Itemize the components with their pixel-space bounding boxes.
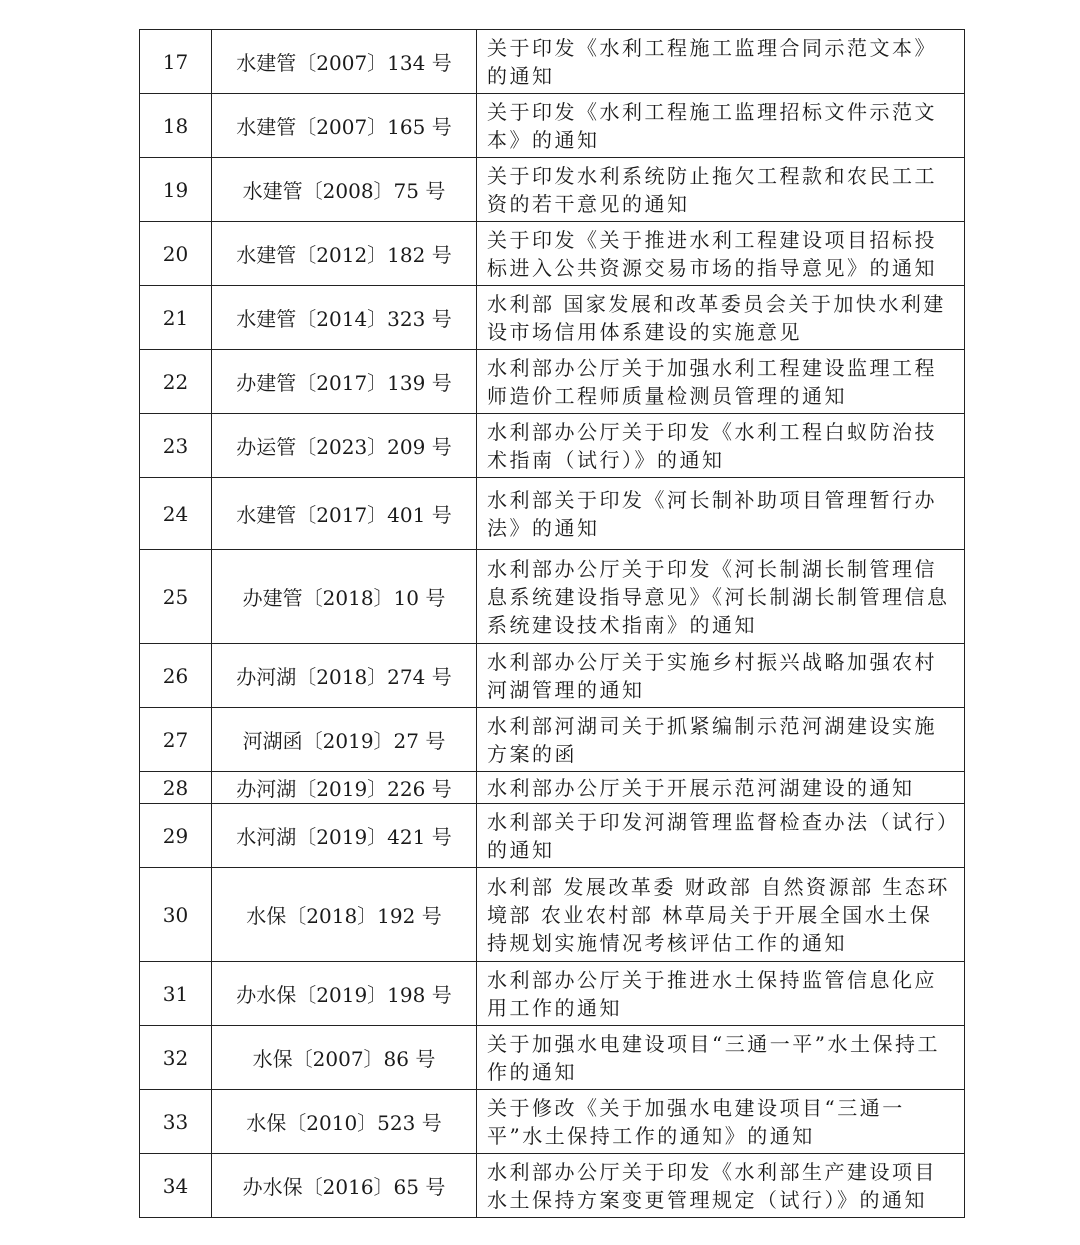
document-title: 关于修改《关于加强水电建设项目“三通一平”水土保持工作的通知》的通知 (477, 1090, 965, 1154)
row-number: 28 (140, 772, 212, 804)
document-title: 关于印发水利系统防止拖欠工程款和农民工工资的若干意见的通知 (477, 158, 965, 222)
row-number: 22 (140, 350, 212, 414)
document-title: 关于印发《水利工程施工监理合同示范文本》的通知 (477, 30, 965, 94)
document-number: 办水保〔2016〕65 号 (212, 1154, 477, 1218)
document-number: 水建管〔2012〕182 号 (212, 222, 477, 286)
table-row (140, 94, 965, 158)
row-number: 32 (140, 1026, 212, 1090)
document-title: 水利部办公厅关于实施乡村振兴战略加强农村河湖管理的通知 (477, 644, 965, 708)
row-number: 34 (140, 1154, 212, 1218)
document-title: 关于印发《关于推进水利工程建设项目招标投标进入公共资源交易市场的指导意见》的通知 (477, 222, 965, 286)
document-title: 水利部办公厅关于推进水土保持监管信息化应用工作的通知 (477, 962, 965, 1026)
document-number: 水建管〔2008〕75 号 (212, 158, 477, 222)
document-number: 办运管〔2023〕209 号 (212, 414, 477, 478)
document-number: 水保〔2018〕192 号 (212, 868, 477, 962)
row-number: 21 (140, 286, 212, 350)
row-number: 27 (140, 708, 212, 772)
document-title: 水利部办公厅关于印发《水利工程白蚁防治技术指南（试行）》的通知 (477, 414, 965, 478)
row-number: 24 (140, 478, 212, 550)
document-number: 河湖函〔2019〕27 号 (212, 708, 477, 772)
table-row (140, 804, 965, 868)
row-number: 30 (140, 868, 212, 962)
table-row (140, 708, 965, 772)
document-title: 水利部关于印发河湖管理监督检查办法（试行）的通知 (477, 804, 965, 868)
document-number: 水建管〔2007〕165 号 (212, 94, 477, 158)
document-number: 办水保〔2019〕198 号 (212, 962, 477, 1026)
row-number: 19 (140, 158, 212, 222)
table-row (140, 1154, 965, 1218)
row-number: 26 (140, 644, 212, 708)
table-row (140, 1026, 965, 1090)
table-row (140, 550, 965, 644)
document-number: 水保〔2007〕86 号 (212, 1026, 477, 1090)
row-number: 31 (140, 962, 212, 1026)
document-title: 水利部办公厅关于开展示范河湖建设的通知 (477, 772, 965, 804)
document-title: 水利部 国家发展和改革委员会关于加快水利建设市场信用体系建设的实施意见 (477, 286, 965, 350)
row-number: 17 (140, 30, 212, 94)
document-number: 水保〔2010〕523 号 (212, 1090, 477, 1154)
row-number: 20 (140, 222, 212, 286)
document-number: 水建管〔2007〕134 号 (212, 30, 477, 94)
document-title: 水利部办公厅关于加强水利工程建设监理工程师造价工程师质量检测员管理的通知 (477, 350, 965, 414)
table-row (140, 772, 965, 804)
table-row (140, 158, 965, 222)
table-row (140, 478, 965, 550)
row-number: 23 (140, 414, 212, 478)
document-number: 水建管〔2014〕323 号 (212, 286, 477, 350)
document-title: 关于印发《水利工程施工监理招标文件示范文本》的通知 (477, 94, 965, 158)
table-row (140, 286, 965, 350)
document-title: 水利部河湖司关于抓紧编制示范河湖建设实施方案的函 (477, 708, 965, 772)
document-number: 办河湖〔2018〕274 号 (212, 644, 477, 708)
document-title: 关于加强水电建设项目“三通一平”水土保持工作的通知 (477, 1026, 965, 1090)
table-row (140, 1090, 965, 1154)
table-row (140, 962, 965, 1026)
row-number: 25 (140, 550, 212, 644)
row-number: 18 (140, 94, 212, 158)
table-row (140, 222, 965, 286)
table-row (140, 868, 965, 962)
document-title: 水利部 发展改革委 财政部 自然资源部 生态环境部 农业农村部 林草局关于开展全国水土保持规划实施情况考核评估工作的通知 (477, 868, 965, 962)
document-number: 办建管〔2017〕139 号 (212, 350, 477, 414)
document-title: 水利部办公厅关于印发《水利部生产建设项目水土保持方案变更管理规定（试行）》的通知 (477, 1154, 965, 1218)
document-title: 水利部关于印发《河长制补助项目管理暂行办法》的通知 (477, 478, 965, 550)
document-number: 办河湖〔2019〕226 号 (212, 772, 477, 804)
table-row (140, 644, 965, 708)
table-row (140, 30, 965, 94)
regulation-table (139, 29, 965, 1218)
row-number: 29 (140, 804, 212, 868)
document-number: 办建管〔2018〕10 号 (212, 550, 477, 644)
document-number: 水河湖〔2019〕421 号 (212, 804, 477, 868)
table-row (140, 350, 965, 414)
document-number: 水建管〔2017〕401 号 (212, 478, 477, 550)
table-row (140, 414, 965, 478)
row-number: 33 (140, 1090, 212, 1154)
document-title: 水利部办公厅关于印发《河长制湖长制管理信息系统建设指导意见》《河长制湖长制管理信息系统建设技术指南》的通知 (477, 550, 965, 644)
